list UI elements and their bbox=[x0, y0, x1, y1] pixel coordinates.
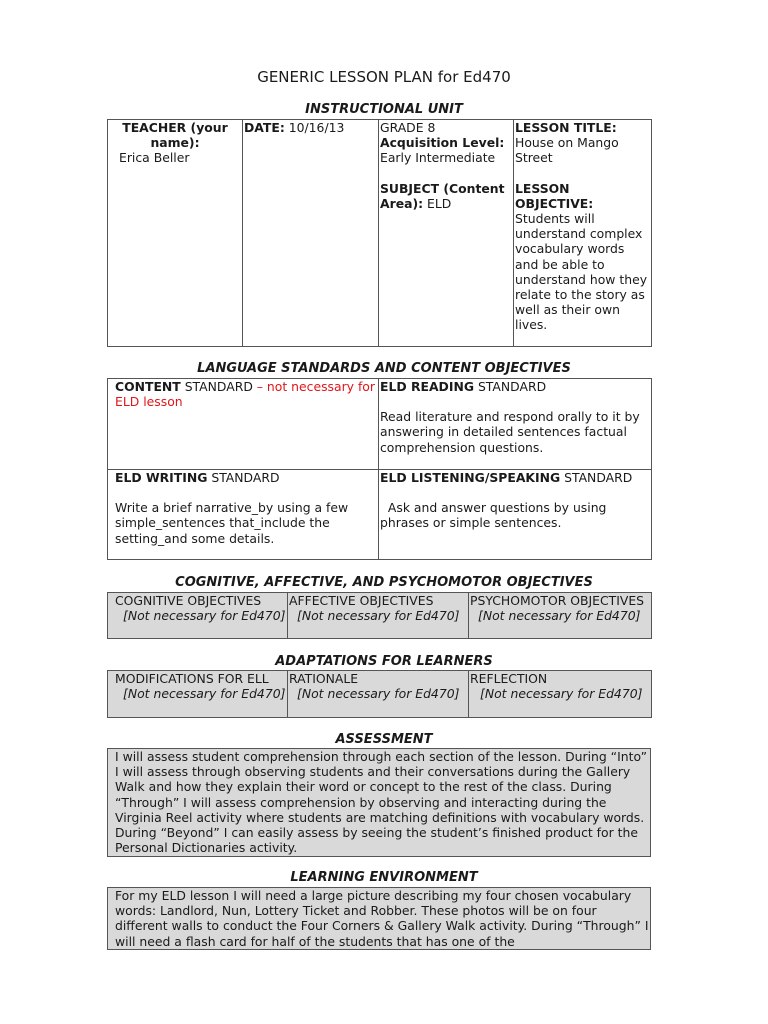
teacher-cell bbox=[108, 120, 243, 347]
listening-standard-suffix: STANDARD bbox=[560, 470, 633, 485]
teacher-label: TEACHER bbox=[122, 120, 187, 135]
writing-standard-cell bbox=[108, 470, 379, 560]
content-standard-note: – not necessary for ELD lesson bbox=[115, 379, 375, 410]
subject-value: ELD bbox=[423, 195, 452, 211]
psychomotor-cell bbox=[469, 593, 652, 639]
reflection-label: REFLECTION bbox=[470, 671, 548, 686]
content-standard-cell bbox=[108, 379, 379, 470]
lesson-title-value: House on Mango Street bbox=[515, 135, 619, 166]
reading-standard-suffix: STANDARD bbox=[474, 379, 547, 394]
teacher-label-suffix: (your name): bbox=[150, 120, 228, 151]
cognitive-cell bbox=[108, 593, 288, 639]
date-label: DATE: bbox=[244, 120, 285, 135]
writing-standard-label: ELD WRITING bbox=[115, 470, 208, 485]
rationale-value: [Not necessary for Ed470] bbox=[297, 686, 460, 702]
listening-standard-label: ELD LISTENING/SPEAKING bbox=[380, 470, 561, 485]
cognitive-value: [Not necessary for Ed470] bbox=[123, 608, 286, 624]
content-standard-label: CONTENT bbox=[115, 379, 181, 394]
modifications-label: MODIFICATIONS FOR ELL bbox=[115, 671, 269, 686]
subject-label: SUBJECT (Content Area): bbox=[380, 180, 505, 211]
grade-cell bbox=[379, 120, 514, 347]
teacher-name: Erica Beller bbox=[119, 150, 190, 166]
reading-standard-text: Read literature and respond orally to it by answering in detailed sentences factual comprehension questions. bbox=[380, 409, 640, 455]
environment-heading: LEARNING ENVIRONMENT bbox=[290, 870, 478, 885]
lesson-cell bbox=[514, 120, 652, 347]
lesson-objective-label: LESSON OBJECTIVE: bbox=[515, 180, 594, 211]
writing-standard-suffix: STANDARD bbox=[207, 470, 280, 485]
modifications-value: [Not necessary for Ed470] bbox=[123, 686, 286, 702]
rationale-cell bbox=[288, 671, 469, 718]
reflection-value: [Not necessary for Ed470] bbox=[480, 686, 643, 702]
assessment-heading: ASSESSMENT bbox=[335, 732, 433, 747]
assessment-table bbox=[107, 748, 651, 857]
lesson-title-label: LESSON TITLE: bbox=[515, 120, 617, 135]
environment-table bbox=[107, 887, 651, 950]
objectives-heading: COGNITIVE, AFFECTIVE, AND PSYCHOMOTOR OBJECTIVES bbox=[175, 575, 593, 590]
grade-value: GRADE 8 bbox=[380, 120, 436, 135]
writing-standard-text: Write a brief narrative_by using a few simple_sentences that_include the setting_and some details. bbox=[115, 500, 349, 546]
standards-heading: LANGUAGE STANDARDS AND CONTENT OBJECTIVES bbox=[197, 361, 571, 376]
adaptations-table bbox=[107, 670, 652, 718]
psychomotor-label: PSYCHOMOTOR OBJECTIVES bbox=[470, 593, 645, 608]
instructional-unit-heading: INSTRUCTIONAL UNIT bbox=[305, 102, 463, 117]
affective-label: AFFECTIVE OBJECTIVES bbox=[289, 593, 434, 608]
adaptations-heading: ADAPTATIONS FOR LEARNERS bbox=[275, 654, 493, 669]
environment-text: For my ELD lesson I will need a large picture describing my four chosen vocabulary words: Landlord, Nun, Lottery Ticket and Robber. These photos will be on four different walls to conduct the Four Corners & Gallery Walk activity. During “Through” I will need a flash card for half of the students that has one of the bbox=[115, 888, 649, 949]
listening-standard-text: Ask and answer questions by using phrases or simple sentences. bbox=[380, 500, 611, 531]
content-standard-suffix: STANDARD bbox=[180, 379, 253, 394]
acquisition-value: Early Intermediate bbox=[380, 150, 496, 166]
reading-standard-label: ELD READING bbox=[380, 379, 474, 394]
assessment-text: I will assess student comprehension through each section of the lesson. During “Into” I will assess through observing students and their conversations during the Gallery Walk and how they explain their word or concept to the rest of the class. During “Through” I will assess comprehension by observing and interacting during the Virginia Reel activity where students are matching definitions with vocabulary words. During “Beyond” I can easily assess by seeing the student’s finished product for the Personal Dictionaries activity. bbox=[115, 749, 648, 856]
modifications-cell bbox=[108, 671, 288, 718]
affective-cell bbox=[288, 593, 469, 639]
date-value: 10/16/13 bbox=[284, 120, 345, 135]
environment-cell bbox=[108, 888, 651, 950]
assessment-cell bbox=[108, 749, 651, 857]
page-title: GENERIC LESSON PLAN for Ed470 bbox=[257, 68, 511, 86]
objectives-table bbox=[107, 592, 652, 639]
psychomotor-value: [Not necessary for Ed470] bbox=[478, 608, 641, 624]
reading-standard-cell bbox=[379, 379, 652, 470]
listening-standard-cell bbox=[379, 470, 652, 560]
instructional-unit-table bbox=[107, 119, 652, 347]
affective-value: [Not necessary for Ed470] bbox=[297, 608, 460, 624]
standards-table bbox=[107, 378, 652, 560]
lesson-objective-value: Students will understand complex vocabulary words and be able to understand how they relate to the story as well as their own lives. bbox=[515, 211, 648, 333]
reflection-cell bbox=[469, 671, 652, 718]
cognitive-label: COGNITIVE OBJECTIVES bbox=[115, 593, 262, 608]
rationale-label: RATIONALE bbox=[289, 671, 359, 686]
acquisition-label: Acquisition Level: bbox=[380, 135, 505, 151]
date-cell bbox=[243, 120, 379, 347]
